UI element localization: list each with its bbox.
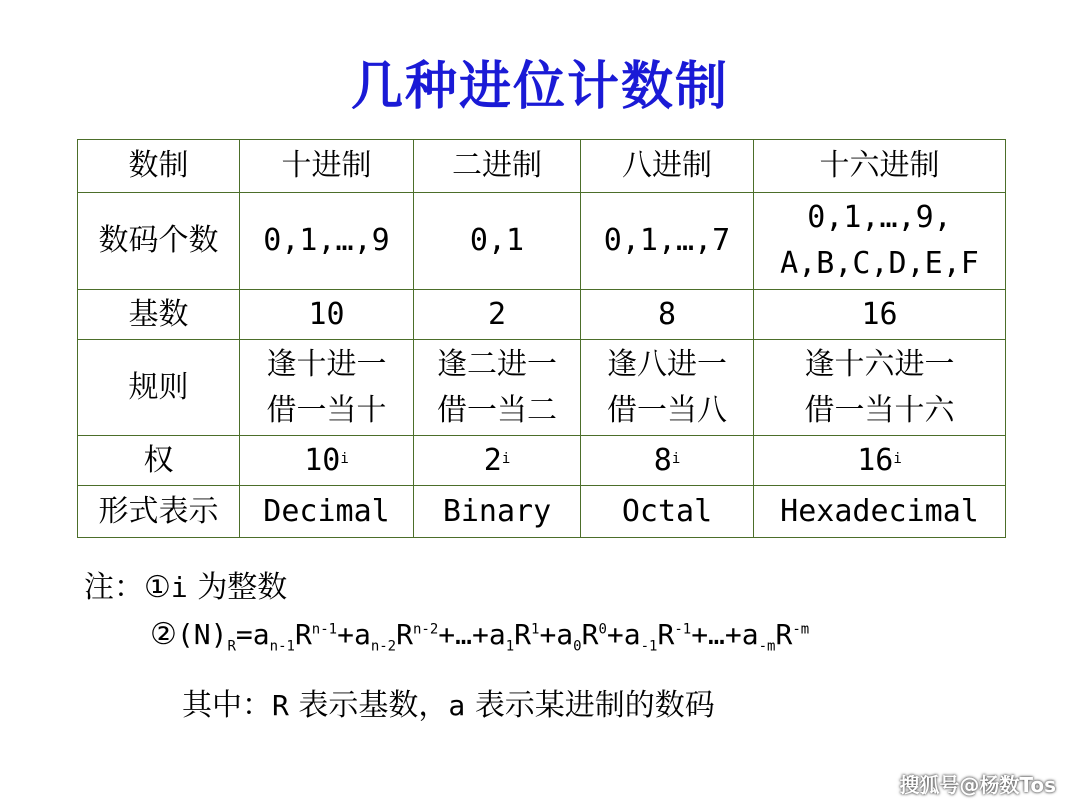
radix-row [78, 290, 1006, 340]
header-cell: 十进制 [240, 140, 414, 193]
table-cell: Octal [581, 486, 754, 538]
rule-line: 逢八进一 [607, 346, 727, 382]
table-cell [240, 340, 414, 436]
note-3-r: R [272, 689, 289, 722]
rule-line: 逢十六进一 [804, 346, 955, 382]
table-cell [414, 340, 581, 436]
formula-term: +a [337, 618, 371, 651]
note-2-formula [150, 617, 810, 655]
weight-exponent: i [340, 450, 349, 467]
formula-subscript: -m [758, 638, 776, 655]
table-cell [754, 436, 1006, 486]
table-cell: Decimal [240, 486, 414, 538]
table-cell: Binary [414, 486, 581, 538]
watermark: 搜狐号@杨数Tos [899, 773, 1056, 797]
formula-term: R [775, 618, 793, 651]
hex-digits-line: 0,1,…,9, [807, 200, 952, 235]
row-label: 权 [78, 436, 240, 486]
formula-subscript: -1 [640, 638, 658, 655]
rule-line: 逢十进一 [266, 346, 387, 382]
header-cell: 数制 [78, 140, 240, 193]
number-system-table [77, 139, 1006, 538]
formula-term: (N) [176, 618, 228, 651]
weight-base: 2 [483, 442, 502, 478]
table-cell [240, 436, 414, 486]
rule-row [78, 340, 1006, 436]
table-cell: 0,1 [414, 193, 581, 290]
note-3-a: a [448, 689, 466, 722]
table-cell [754, 193, 1006, 290]
table-cell [581, 436, 754, 486]
formula-term: +…+a [691, 618, 759, 651]
header-cell: 十六进制 [754, 140, 1006, 193]
formula-superscript: -1 [674, 621, 692, 638]
table-cell: Hexadecimal [754, 486, 1006, 538]
rule-line: 借一当二 [437, 392, 557, 428]
weight-exponent: i [893, 450, 902, 467]
row-label: 规则 [78, 340, 240, 436]
table-cell [414, 436, 581, 486]
table-cell [581, 340, 754, 436]
form-row [78, 486, 1006, 538]
page-title: 几种进位计数制 [350, 57, 729, 117]
weight-exponent: i [501, 450, 511, 467]
formula-term: R [657, 618, 675, 651]
formula-term: R [581, 618, 599, 651]
formula-term: R [396, 618, 413, 651]
row-label: 形式表示 [78, 486, 240, 538]
row-label: 基数 [78, 290, 240, 340]
weight-base: 8 [653, 442, 672, 478]
digits-row [78, 193, 1006, 290]
table-cell [754, 340, 1006, 436]
formula-superscript: 0 [598, 621, 607, 638]
rule-line: 逢二进一 [437, 346, 557, 382]
weight-base: 16 [857, 442, 894, 478]
note-1-prefix: 注：① [84, 570, 171, 605]
note-1 [84, 562, 287, 606]
table-cell: 0,1,…,7 [581, 193, 754, 290]
formula-subscript: R [227, 638, 236, 655]
header-cell: 八进制 [581, 140, 754, 193]
header-cell: 二进制 [414, 140, 581, 193]
formula-superscript: 1 [531, 621, 540, 638]
weight-exponent: i [671, 450, 681, 467]
rule-line: 借一当十 [266, 392, 387, 428]
weight-row [78, 436, 1006, 486]
formula-term: R [514, 618, 531, 651]
formula-marker: ② [150, 617, 177, 652]
table-cell: 16 [754, 290, 1006, 340]
note-3-mid: 表示基数， [298, 688, 449, 723]
header-row [78, 140, 1006, 193]
formula-superscript: n-1 [311, 621, 338, 638]
formula-superscript: n-2 [412, 621, 439, 638]
table-cell: 0,1,…,9 [240, 193, 414, 290]
table-cell: 10 [240, 290, 414, 340]
formula-superscript: -m [792, 621, 810, 638]
formula-term: +…+a [438, 618, 506, 651]
formula-term: R [294, 618, 312, 651]
rule-line: 借一当十六 [804, 392, 955, 428]
table-cell: 8 [581, 290, 754, 340]
note-3 [182, 680, 715, 724]
formula-term: =a [235, 618, 270, 651]
formula-term: +a [606, 618, 641, 651]
note-1-var: i [170, 571, 188, 604]
table-cell: 2 [414, 290, 581, 340]
note-3-end: 表示某进制的数码 [474, 688, 715, 723]
formula-subscript: n-1 [269, 638, 295, 655]
formula-subscript: n-2 [370, 638, 397, 655]
formula-subscript: 1 [505, 638, 515, 655]
row-label: 数码个数 [78, 193, 240, 290]
formula-term: +a [539, 618, 574, 651]
rule-line: 借一当八 [607, 392, 727, 428]
formula-subscript: 0 [573, 638, 582, 655]
weight-base: 10 [304, 442, 341, 478]
hex-digits-line: A,B,C,D,E,F [780, 246, 979, 281]
note-3-prefix: 其中： [182, 688, 272, 723]
note-1-text: 为整数 [197, 570, 288, 605]
